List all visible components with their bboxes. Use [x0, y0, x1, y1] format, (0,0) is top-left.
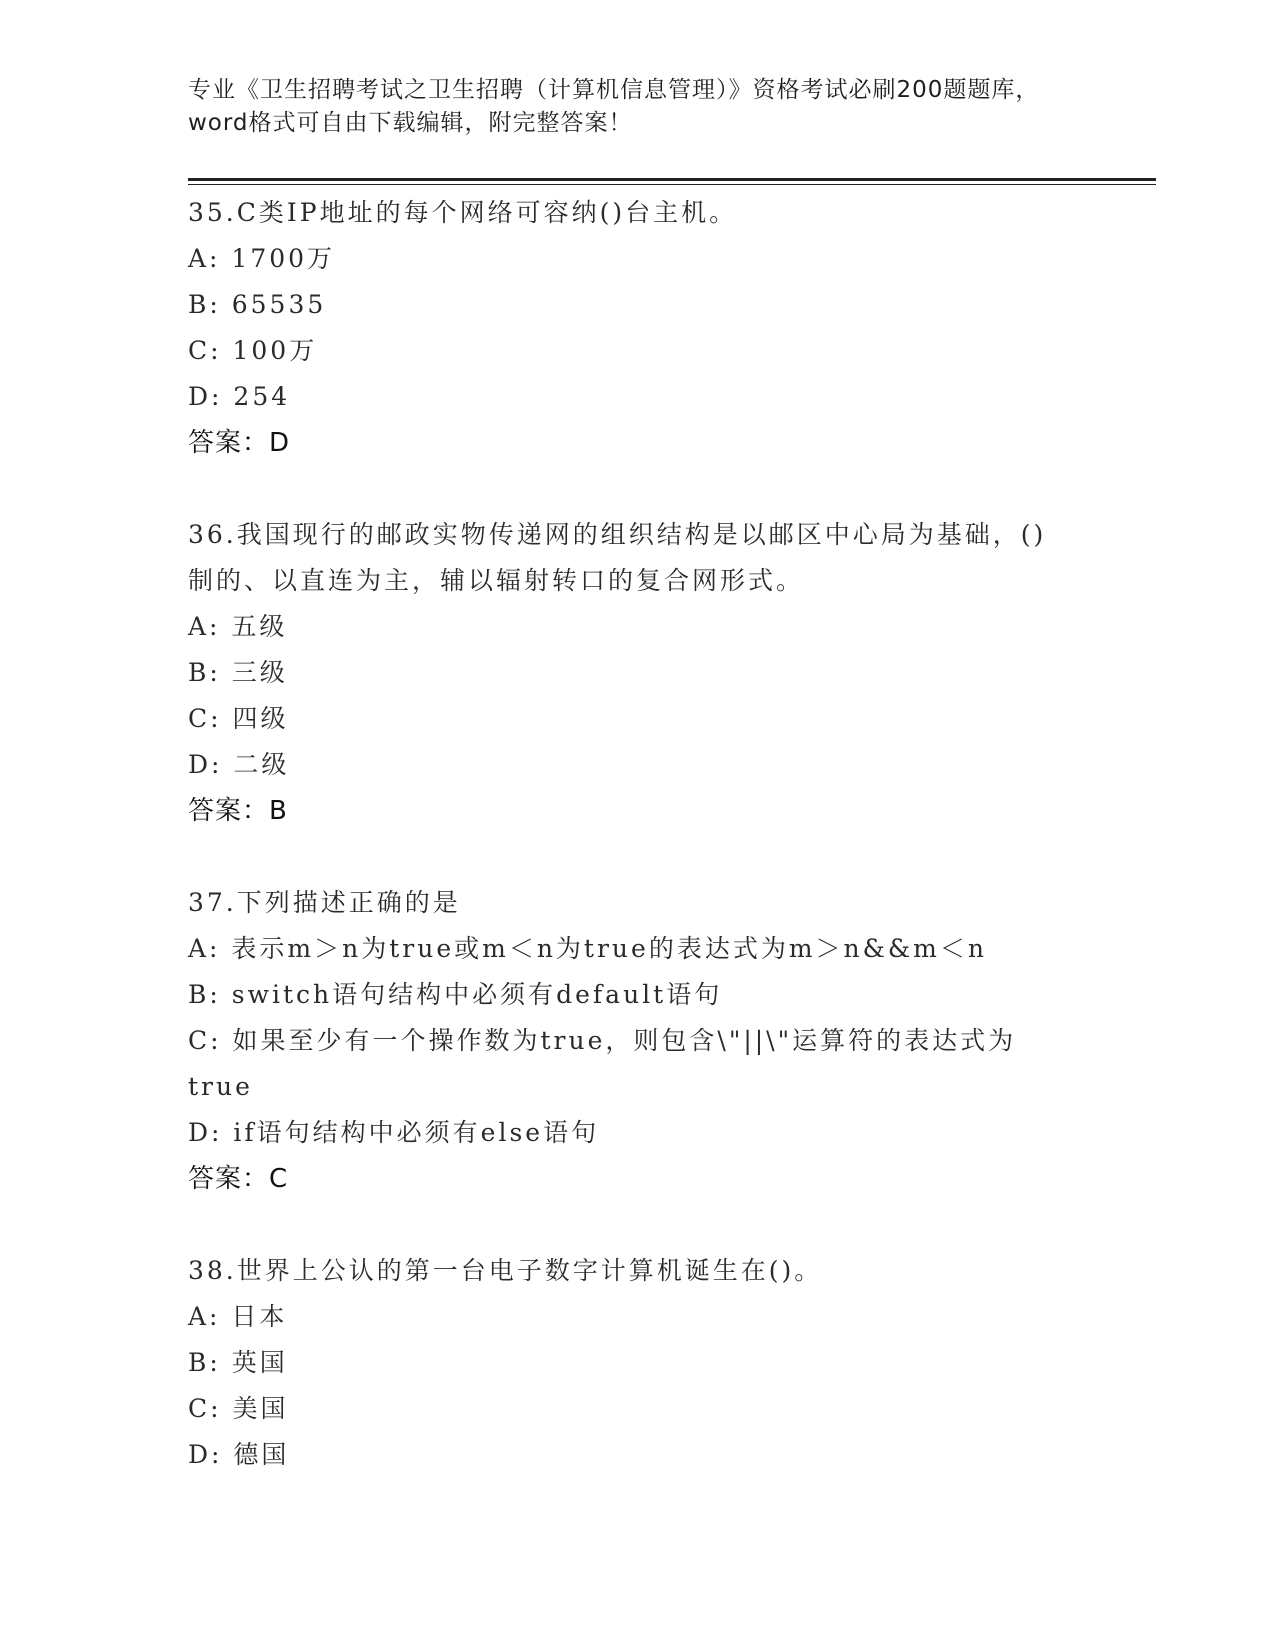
answer-label: 答案：B	[188, 796, 288, 826]
header-divider-thin	[188, 184, 1156, 185]
question-stem-continued: 制的、以直连为主，辅以辐射转口的复合网形式。	[188, 566, 805, 595]
option-a: A: 五级	[188, 612, 288, 641]
option-d: D: 254	[188, 382, 291, 411]
option-b: B: switch语句结构中必须有default语句	[188, 980, 723, 1009]
question-35	[188, 190, 1108, 466]
option-b: B: 英国	[188, 1348, 288, 1377]
question-list	[188, 190, 1108, 1524]
question-37	[188, 880, 1108, 1202]
question-stem: 38.世界上公认的第一台电子数字计算机诞生在()。	[188, 1256, 823, 1285]
option-c: C: 美国	[188, 1394, 289, 1423]
option-c: C: 100万	[188, 336, 318, 365]
answer-label: 答案：D	[188, 428, 291, 458]
option-a: A: 表示m＞n为true或m＜n为true的表达式为m＞n&&m＜n	[188, 934, 987, 963]
header-line-1: 专业《卫生招聘考试之卫生招聘（计算机信息管理）》资格考试必刷200题题库，	[188, 77, 1040, 103]
option-a: A: 日本	[188, 1302, 288, 1331]
option-d: D: 二级	[188, 750, 290, 779]
question-stem: 37.下列描述正确的是	[188, 888, 461, 917]
question-stem: 36.我国现行的邮政实物传递网的组织结构是以邮区中心局为基础，()	[188, 520, 1047, 549]
header-divider-thick	[188, 178, 1156, 181]
document-header	[188, 74, 1088, 140]
answer-label: 答案：C	[188, 1164, 289, 1194]
option-d: D: if语句结构中必须有else语句	[188, 1118, 600, 1147]
option-c-continued: true	[188, 1072, 253, 1101]
option-b: B: 三级	[188, 658, 288, 687]
option-c: C: 如果至少有一个操作数为true，则包含\"||\"运算符的表达式为	[188, 1026, 1017, 1055]
option-c: C: 四级	[188, 704, 289, 733]
option-b: B: 65535	[188, 290, 327, 319]
header-line-2: word格式可自由下载编辑，附完整答案！	[188, 110, 633, 136]
option-a: A: 1700万	[188, 244, 336, 273]
question-36	[188, 512, 1108, 834]
option-d: D: 德国	[188, 1440, 290, 1469]
question-stem: 35.C类IP地址的每个网络可容纳()台主机。	[188, 198, 738, 227]
question-38	[188, 1248, 1108, 1478]
